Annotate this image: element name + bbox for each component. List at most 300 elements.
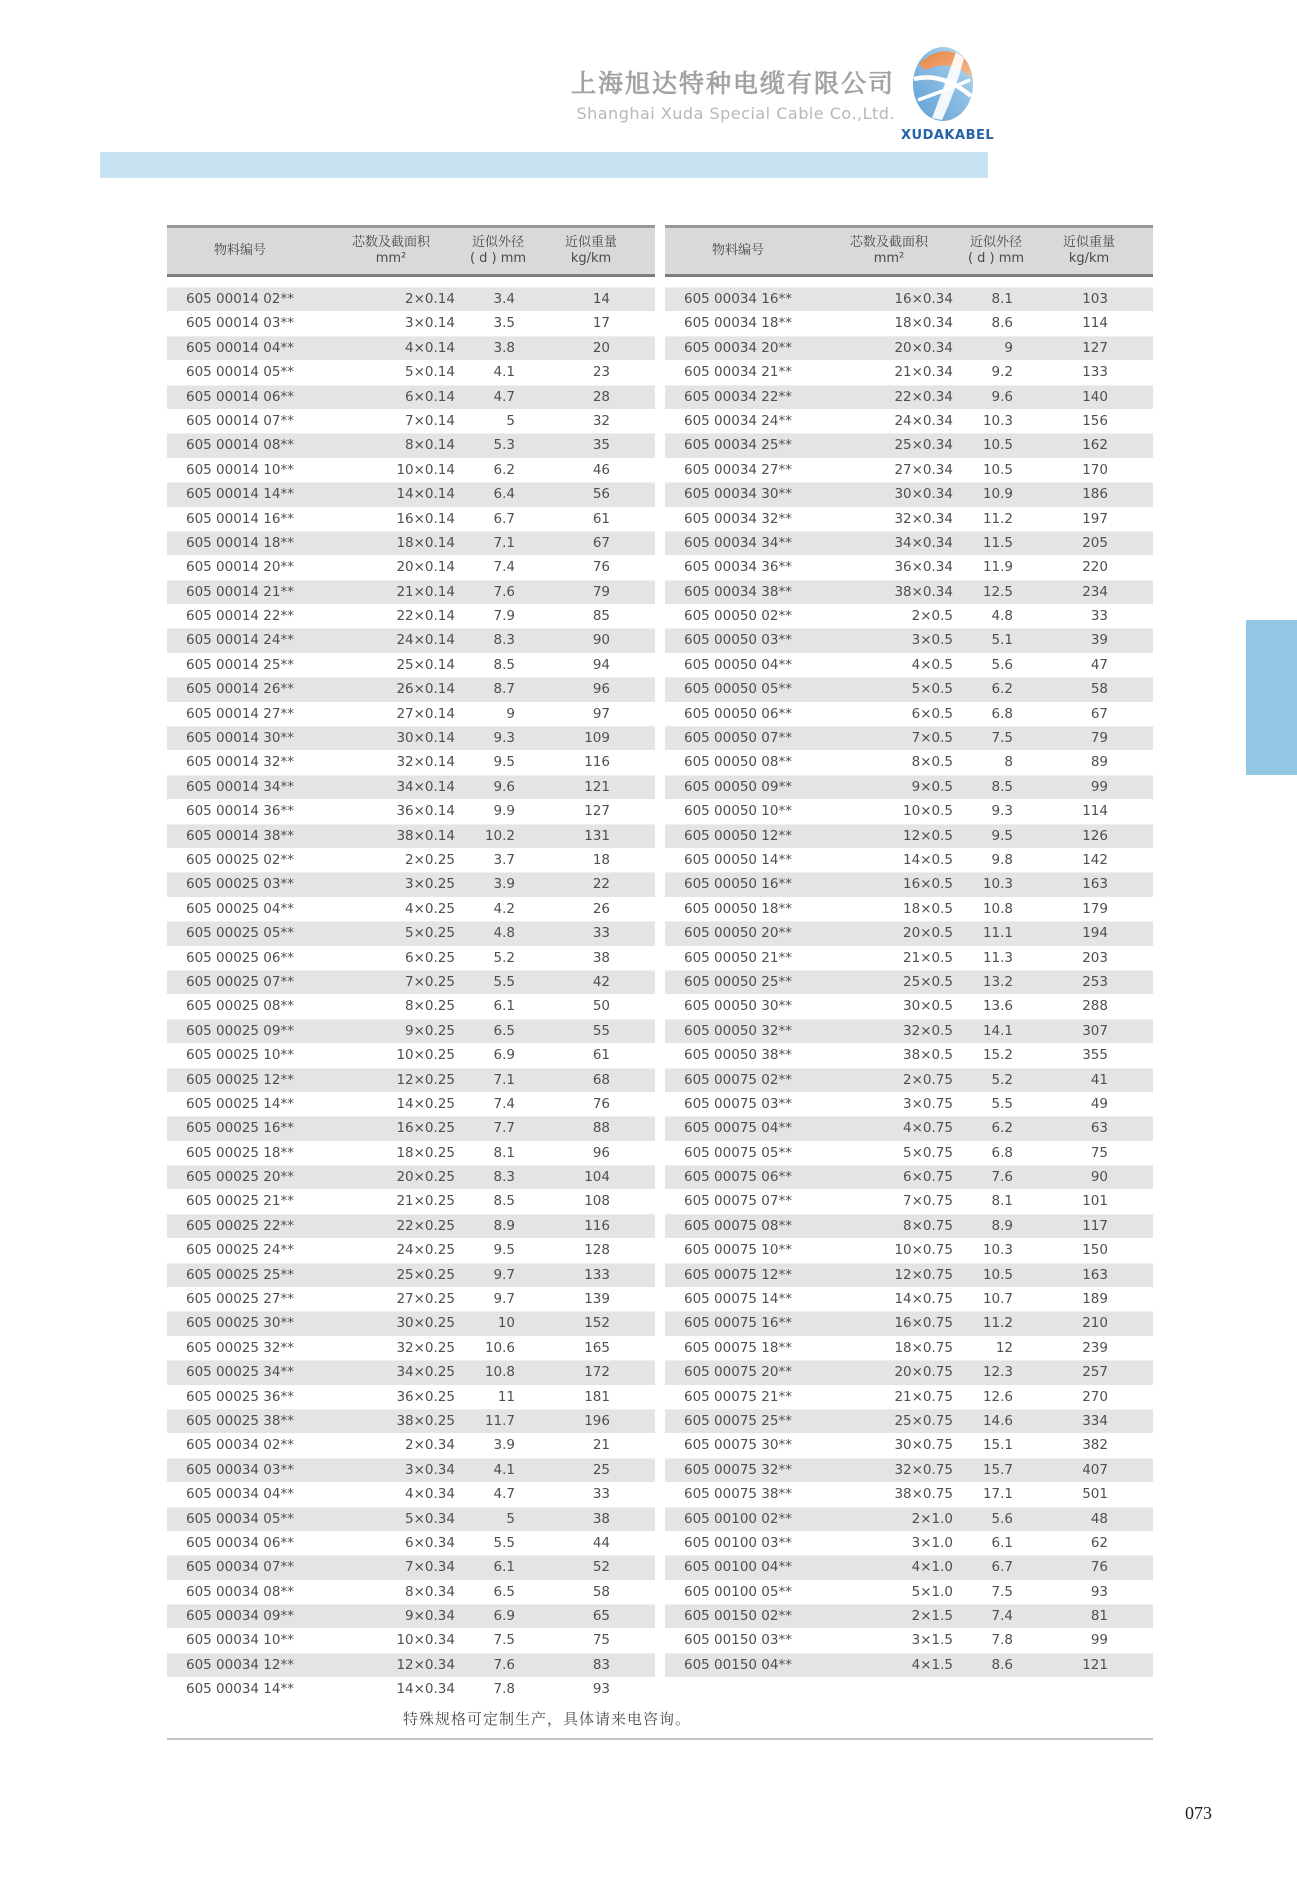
cell-diameter: 9.3: [991, 803, 1013, 820]
table-row: [167, 848, 655, 872]
cell-diameter: 8.7: [493, 681, 515, 698]
table-row: [665, 1311, 1153, 1335]
cell-cores: 30×0.34: [894, 486, 953, 503]
cell-material: 605 00050 14**: [684, 851, 792, 868]
table-row: [665, 336, 1153, 360]
cell-cores: 21×0.25: [396, 1193, 455, 1210]
cell-cores: 4×0.14: [405, 339, 455, 356]
cell-cores: 25×0.75: [894, 1412, 953, 1429]
cell-material: 605 00025 38**: [186, 1412, 294, 1429]
table-row: [167, 1580, 655, 1604]
cell-weight: 44: [592, 1534, 610, 1551]
cell-diameter: 3.8: [493, 339, 515, 356]
cell-material: 605 00025 20**: [186, 1169, 294, 1186]
cell-diameter: 6.1: [991, 1534, 1013, 1551]
cell-material: 605 00034 32**: [684, 510, 792, 527]
cell-weight: 93: [592, 1681, 610, 1698]
table-header-row: [167, 225, 655, 277]
table-row: [665, 1287, 1153, 1311]
cell-cores: 6×0.14: [405, 388, 455, 405]
cell-material: 605 00025 06**: [186, 949, 294, 966]
cell-weight: 22: [592, 876, 610, 893]
cell-material: 605 00034 22**: [684, 388, 792, 405]
table-row: [665, 994, 1153, 1018]
table-row: [665, 385, 1153, 409]
table-row: [167, 507, 655, 531]
cell-diameter: 10.8: [484, 1364, 515, 1381]
cell-diameter: 5.6: [991, 656, 1013, 673]
cell-material: 605 00014 06**: [186, 388, 294, 405]
table-row: [167, 555, 655, 579]
table-row: [665, 1019, 1153, 1043]
cell-weight: 104: [584, 1169, 610, 1186]
cell-weight: 156: [1082, 412, 1108, 429]
table-row: [167, 433, 655, 457]
cell-diameter: 15.7: [982, 1461, 1013, 1478]
cell-cores: 30×0.25: [396, 1315, 455, 1332]
table-row: [665, 677, 1153, 701]
cell-weight: 33: [592, 1486, 610, 1503]
cell-material: 605 00025 22**: [186, 1217, 294, 1234]
cell-weight: 114: [1082, 803, 1108, 820]
cell-weight: 150: [1082, 1242, 1108, 1259]
table-row: [167, 1653, 655, 1677]
cell-weight: 14: [592, 291, 610, 307]
cell-weight: 99: [1090, 1632, 1108, 1649]
cell-weight: 407: [1082, 1461, 1108, 1478]
cell-cores: 20×0.25: [396, 1169, 455, 1186]
table-row: [665, 1214, 1153, 1238]
table-row: [665, 897, 1153, 921]
cell-cores: 16×0.25: [396, 1120, 455, 1137]
cell-diameter: 7.5: [991, 730, 1013, 747]
cell-diameter: 11.2: [982, 510, 1013, 527]
cell-diameter: 7.4: [493, 1095, 515, 1112]
table-row: [167, 1019, 655, 1043]
col-header-weight: 近似重量 kg/km: [564, 234, 617, 266]
cell-diameter: 6.8: [991, 705, 1013, 722]
cell-weight: 81: [1090, 1608, 1108, 1625]
cell-material: 605 00034 12**: [186, 1656, 294, 1673]
cell-diameter: 9.3: [493, 730, 515, 747]
cell-cores: 3×0.5: [911, 632, 953, 649]
table-row: [167, 1433, 655, 1457]
cell-material: 605 00014 34**: [186, 778, 294, 795]
cell-diameter: 8.1: [991, 1193, 1013, 1210]
cell-cores: 8×0.25: [405, 998, 455, 1015]
cell-cores: 24×0.14: [396, 632, 455, 649]
cell-material: 605 00075 08**: [684, 1217, 792, 1234]
cell-material: 605 00014 08**: [186, 437, 294, 454]
table-row: [167, 531, 655, 555]
table-body-left: [167, 287, 655, 1702]
cell-material: 605 00050 18**: [684, 900, 792, 917]
cell-cores: 2×1.5: [911, 1608, 953, 1625]
cell-weight: 210: [1082, 1315, 1108, 1332]
cell-material: 605 00034 25**: [684, 437, 792, 454]
cell-weight: 203: [1082, 949, 1108, 966]
cell-material: 605 00075 32**: [684, 1461, 792, 1478]
cell-material: 605 00034 08**: [186, 1583, 294, 1600]
table-row: [167, 1189, 655, 1213]
cell-diameter: 9: [1004, 339, 1013, 356]
cell-diameter: 5.2: [991, 1071, 1013, 1088]
cell-cores: 25×0.25: [396, 1266, 455, 1283]
cell-cores: 32×0.5: [903, 1022, 953, 1039]
cell-diameter: 6.5: [493, 1583, 515, 1600]
table-row: [665, 872, 1153, 896]
cell-weight: 88: [592, 1120, 610, 1137]
cell-weight: 85: [592, 608, 610, 625]
cell-cores: 38×0.5: [903, 1047, 953, 1064]
cell-weight: 121: [1082, 1656, 1108, 1673]
cell-material: 605 00075 04**: [684, 1120, 792, 1137]
table-row: [665, 1116, 1153, 1140]
table-body-right: [665, 287, 1153, 1677]
cell-diameter: 10.5: [982, 437, 1013, 454]
cell-material: 605 00050 02**: [684, 608, 792, 625]
cell-material: 605 00014 14**: [186, 486, 294, 503]
cell-weight: 257: [1082, 1364, 1108, 1381]
cell-weight: 33: [1090, 608, 1108, 625]
cell-diameter: 4.1: [493, 1461, 515, 1478]
cell-weight: 382: [1082, 1437, 1108, 1454]
cell-cores: 21×0.75: [894, 1388, 953, 1405]
cell-cores: 5×0.75: [903, 1144, 953, 1161]
table-row: [167, 702, 655, 726]
table-row: [167, 750, 655, 774]
cell-diameter: 6.1: [493, 1559, 515, 1576]
cell-weight: 234: [1082, 583, 1108, 600]
cell-diameter: 6.9: [493, 1047, 515, 1064]
cell-diameter: 3.5: [493, 315, 515, 332]
cell-material: 605 00014 22**: [186, 608, 294, 625]
table-row: [167, 1385, 655, 1409]
cell-diameter: 9.2: [991, 364, 1013, 381]
cell-cores: 38×0.25: [396, 1412, 455, 1429]
table-row: [665, 775, 1153, 799]
cell-weight: 21: [592, 1437, 610, 1454]
cell-weight: 18: [592, 851, 610, 868]
table-row: [167, 1214, 655, 1238]
cell-weight: 116: [584, 1217, 610, 1234]
spec-table-left: [167, 225, 655, 1702]
cell-weight: 108: [584, 1193, 610, 1210]
cell-cores: 22×0.34: [894, 388, 953, 405]
cell-weight: 47: [1090, 656, 1108, 673]
cell-cores: 12×0.25: [396, 1071, 455, 1088]
cell-material: 605 00034 30**: [684, 486, 792, 503]
cell-material: 605 00034 05**: [186, 1510, 294, 1527]
cell-diameter: 10.2: [484, 827, 515, 844]
table-row: [665, 1507, 1153, 1531]
cell-material: 605 00034 21**: [684, 364, 792, 381]
cell-weight: 307: [1082, 1022, 1108, 1039]
cell-material: 605 00050 06**: [684, 705, 792, 722]
cell-diameter: 11.9: [982, 559, 1013, 576]
table-row: [665, 531, 1153, 555]
globe-swoosh-icon: [912, 107, 974, 126]
cell-diameter: 11.3: [982, 949, 1013, 966]
table-row: [167, 1531, 655, 1555]
cell-material: 605 00014 21**: [186, 583, 294, 600]
cell-cores: 7×0.34: [405, 1559, 455, 1576]
cell-weight: 89: [1090, 754, 1108, 771]
cell-material: 605 00075 18**: [684, 1339, 792, 1356]
cell-weight: 96: [592, 1144, 610, 1161]
table-row: [167, 287, 655, 311]
cell-material: 605 00025 27**: [186, 1291, 294, 1308]
table-row: [167, 580, 655, 604]
cell-diameter: 6.5: [493, 1022, 515, 1039]
spec-table-right: [665, 225, 1153, 1677]
cell-material: 605 00025 09**: [186, 1022, 294, 1039]
cell-diameter: 14.6: [982, 1412, 1013, 1429]
table-row: [167, 1043, 655, 1067]
cell-diameter: 7.7: [493, 1120, 515, 1137]
cell-material: 605 00014 05**: [186, 364, 294, 381]
cell-diameter: 8: [1004, 754, 1013, 771]
cell-material: 605 00034 10**: [186, 1632, 294, 1649]
cell-diameter: 5.1: [991, 632, 1013, 649]
cell-cores: 7×0.14: [405, 412, 455, 429]
table-row: [167, 458, 655, 482]
cell-weight: 33: [592, 925, 610, 942]
cell-weight: 220: [1082, 559, 1108, 576]
cell-diameter: 10.3: [982, 876, 1013, 893]
cell-cores: 3×0.34: [405, 1461, 455, 1478]
cell-cores: 21×0.34: [894, 364, 953, 381]
cell-material: 605 00034 14**: [186, 1681, 294, 1698]
cell-weight: 52: [592, 1559, 610, 1576]
cell-diameter: 5.2: [493, 949, 515, 966]
table-row: [167, 1165, 655, 1189]
cell-cores: 9×0.25: [405, 1022, 455, 1039]
cell-weight: 140: [1082, 388, 1108, 405]
cell-material: 605 00025 16**: [186, 1120, 294, 1137]
cell-diameter: 8.5: [493, 1193, 515, 1210]
cell-cores: 9×0.5: [911, 778, 953, 795]
cell-material: 605 00014 02**: [186, 291, 294, 307]
cell-weight: 152: [584, 1315, 610, 1332]
cell-material: 605 00050 16**: [684, 876, 792, 893]
cell-diameter: 8.3: [493, 1169, 515, 1186]
cell-material: 605 00050 20**: [684, 925, 792, 942]
cell-weight: 46: [592, 461, 610, 478]
table-row: [167, 994, 655, 1018]
cell-diameter: 15.2: [982, 1047, 1013, 1064]
cell-material: 605 00075 07**: [684, 1193, 792, 1210]
cell-weight: 133: [584, 1266, 610, 1283]
cell-diameter: 12.5: [982, 583, 1013, 600]
cell-material: 605 00014 24**: [186, 632, 294, 649]
cell-cores: 18×0.75: [894, 1339, 953, 1356]
cell-weight: 48: [1090, 1510, 1108, 1527]
cell-material: 605 00050 21**: [684, 949, 792, 966]
cell-material: 605 00014 03**: [186, 315, 294, 332]
cell-diameter: 7.4: [493, 559, 515, 576]
table-row: [665, 1141, 1153, 1165]
cell-material: 605 00034 20**: [684, 339, 792, 356]
table-row: [665, 946, 1153, 970]
cell-material: 605 00034 09**: [186, 1608, 294, 1625]
table-row: [167, 1360, 655, 1384]
table-row: [167, 360, 655, 384]
cell-cores: 18×0.14: [396, 534, 455, 551]
cell-weight: 162: [1082, 437, 1108, 454]
cell-diameter: 4.8: [991, 608, 1013, 625]
cell-cores: 3×1.0: [911, 1534, 953, 1551]
cell-cores: 5×0.34: [405, 1510, 455, 1527]
cell-diameter: 15.1: [982, 1437, 1013, 1454]
cell-cores: 18×0.5: [903, 900, 953, 917]
cell-diameter: 6.7: [493, 510, 515, 527]
table-row: [665, 287, 1153, 311]
table-row: [665, 433, 1153, 457]
cell-diameter: 9.5: [493, 754, 515, 771]
cell-material: 605 00025 08**: [186, 998, 294, 1015]
cell-cores: 26×0.14: [396, 681, 455, 698]
cell-diameter: 10.3: [982, 412, 1013, 429]
table-row: [665, 848, 1153, 872]
cell-weight: 93: [1090, 1583, 1108, 1600]
cell-weight: 288: [1082, 998, 1108, 1015]
table-row: [167, 409, 655, 433]
cell-material: 605 00150 02**: [684, 1608, 792, 1625]
table-row: [167, 897, 655, 921]
cell-cores: 38×0.34: [894, 583, 953, 600]
cell-material: 605 00034 36**: [684, 559, 792, 576]
cell-diameter: 9.7: [493, 1291, 515, 1308]
cell-weight: 79: [592, 583, 610, 600]
cell-weight: 90: [1090, 1169, 1108, 1186]
cell-material: 605 00025 04**: [186, 900, 294, 917]
cell-weight: 114: [1082, 315, 1108, 332]
cell-weight: 163: [1082, 1266, 1108, 1283]
cell-weight: 165: [584, 1339, 610, 1356]
cell-material: 605 00025 03**: [186, 876, 294, 893]
table-row: [665, 1189, 1153, 1213]
cell-cores: 20×0.75: [894, 1364, 953, 1381]
cell-cores: 27×0.25: [396, 1291, 455, 1308]
cell-material: 605 00034 03**: [186, 1461, 294, 1478]
cell-material: 605 00034 07**: [186, 1559, 294, 1576]
cell-cores: 7×0.75: [903, 1193, 953, 1210]
cell-cores: 6×0.5: [911, 705, 953, 722]
cell-weight: 35: [592, 437, 610, 454]
cell-material: 605 00100 02**: [684, 1510, 792, 1527]
page-edge-tab: [1246, 620, 1297, 775]
table-row: [167, 1604, 655, 1628]
cell-cores: 30×0.75: [894, 1437, 953, 1454]
cell-material: 605 00025 10**: [186, 1047, 294, 1064]
cell-weight: 20: [592, 339, 610, 356]
cell-diameter: 12.3: [982, 1364, 1013, 1381]
cell-cores: 34×0.34: [894, 534, 953, 551]
cell-cores: 3×0.75: [903, 1095, 953, 1112]
cell-diameter: 8.3: [493, 632, 515, 649]
cell-material: 605 00075 05**: [684, 1144, 792, 1161]
cell-diameter: 3.9: [493, 1437, 515, 1454]
cell-diameter: 10.5: [982, 461, 1013, 478]
cell-weight: 58: [1090, 681, 1108, 698]
cell-cores: 7×0.25: [405, 973, 455, 990]
cell-cores: 22×0.25: [396, 1217, 455, 1234]
cell-material: 605 00025 05**: [186, 925, 294, 942]
cell-weight: 38: [592, 949, 610, 966]
cell-weight: 25: [592, 1461, 610, 1478]
cell-cores: 18×0.25: [396, 1144, 455, 1161]
cell-weight: 76: [592, 1095, 610, 1112]
table-row: [167, 677, 655, 701]
cell-material: 605 00025 18**: [186, 1144, 294, 1161]
cell-material: 605 00050 09**: [684, 778, 792, 795]
cell-weight: 355: [1082, 1047, 1108, 1064]
cell-material: 605 00025 07**: [186, 973, 294, 990]
cell-material: 605 00100 03**: [684, 1534, 792, 1551]
cell-weight: 83: [592, 1656, 610, 1673]
cell-diameter: 10.9: [982, 486, 1013, 503]
cell-weight: 170: [1082, 461, 1108, 478]
cell-diameter: 10: [497, 1315, 515, 1332]
cell-cores: 4×0.75: [903, 1120, 953, 1137]
cell-material: 605 00025 21**: [186, 1193, 294, 1210]
table-row: [665, 1263, 1153, 1287]
cell-weight: 186: [1082, 486, 1108, 503]
cell-weight: 76: [1090, 1559, 1108, 1576]
table-row: [665, 921, 1153, 945]
cell-cores: 8×0.75: [903, 1217, 953, 1234]
col-header-cores: 芯数及截面积 mm²: [351, 234, 430, 266]
cell-weight: 67: [592, 534, 610, 551]
cell-diameter: 8.1: [493, 1144, 515, 1161]
table-row: [665, 1336, 1153, 1360]
cell-weight: 96: [592, 681, 610, 698]
col-header-weight: 近似重量 kg/km: [1062, 234, 1115, 266]
cell-weight: 58: [592, 1583, 610, 1600]
cell-weight: 75: [1090, 1144, 1108, 1161]
table-row: [167, 628, 655, 652]
cell-weight: 205: [1082, 534, 1108, 551]
cell-weight: 163: [1082, 876, 1108, 893]
cell-cores: 6×0.34: [405, 1534, 455, 1551]
cell-cores: 14×0.75: [894, 1291, 953, 1308]
cell-cores: 8×0.14: [405, 437, 455, 454]
col-header-material: 物料编号: [213, 242, 266, 258]
table-row: [167, 1409, 655, 1433]
cell-diameter: 7.8: [493, 1681, 515, 1698]
table-row: [665, 653, 1153, 677]
cell-cores: 3×0.25: [405, 876, 455, 893]
cell-diameter: 5.6: [991, 1510, 1013, 1527]
cell-weight: 41: [1090, 1071, 1108, 1088]
table-row: [665, 1482, 1153, 1506]
cell-weight: 179: [1082, 900, 1108, 917]
cell-diameter: 7.4: [991, 1608, 1013, 1625]
cell-diameter: 5.3: [493, 437, 515, 454]
cell-cores: 10×0.34: [396, 1632, 455, 1649]
table-row: [167, 1287, 655, 1311]
cell-weight: 42: [592, 973, 610, 990]
cell-material: 605 00014 36**: [186, 803, 294, 820]
cell-diameter: 8.1: [991, 291, 1013, 307]
table-row: [665, 311, 1153, 335]
cell-diameter: 9.6: [493, 778, 515, 795]
cell-material: 605 00014 04**: [186, 339, 294, 356]
cell-cores: 22×0.14: [396, 608, 455, 625]
cell-diameter: 10.6: [484, 1339, 515, 1356]
company-name-chinese: 上海旭达特种电缆有限公司: [570, 69, 895, 98]
